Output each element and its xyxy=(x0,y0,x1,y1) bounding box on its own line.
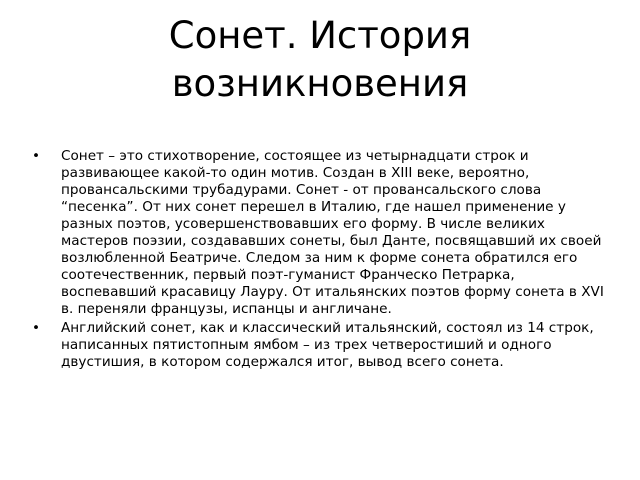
bullet-text-origin: Сонет – это стихотворение, состоящее из четырнадцати строк и развивающее какой-то один мотив. Создан в XIII веке, вероятно, провансальскими трубадурами. Сонет - от провансальского слова “песенка”. От них сонет перешел в Италию, где нашел применение у разных поэтов, усовершенствовавших его форму. В числе великих мастеров поэзии, создававших сонеты, был Данте, посвящавший их своей возлюбленной Беатриче. Следом за ним к форме сонета обратился его соотечественник, первый поэт-гуманист Франческо Петрарка, воспевавший красавицу Лауру. От итальянских поэтов форму сонета в XVI в. переняли французы, испанцы и англичане. xyxy=(61,148,604,317)
bullet-item-origin xyxy=(32,148,610,318)
bullet-icon: • xyxy=(32,148,41,164)
bullet-list xyxy=(32,148,610,373)
slide-title: Сонет. История возникновения xyxy=(168,14,472,105)
bullet-item-english-sonnet xyxy=(32,320,610,371)
bullet-text-english-sonnet: Английский сонет, как и классический итальянский, состоял из 14 строк, написанных пятистопным ямбом – из трех четверостиший и одного двустишия, в котором содержался итог, вывод всего сонета. xyxy=(61,320,594,370)
bullet-icon: • xyxy=(32,320,41,336)
